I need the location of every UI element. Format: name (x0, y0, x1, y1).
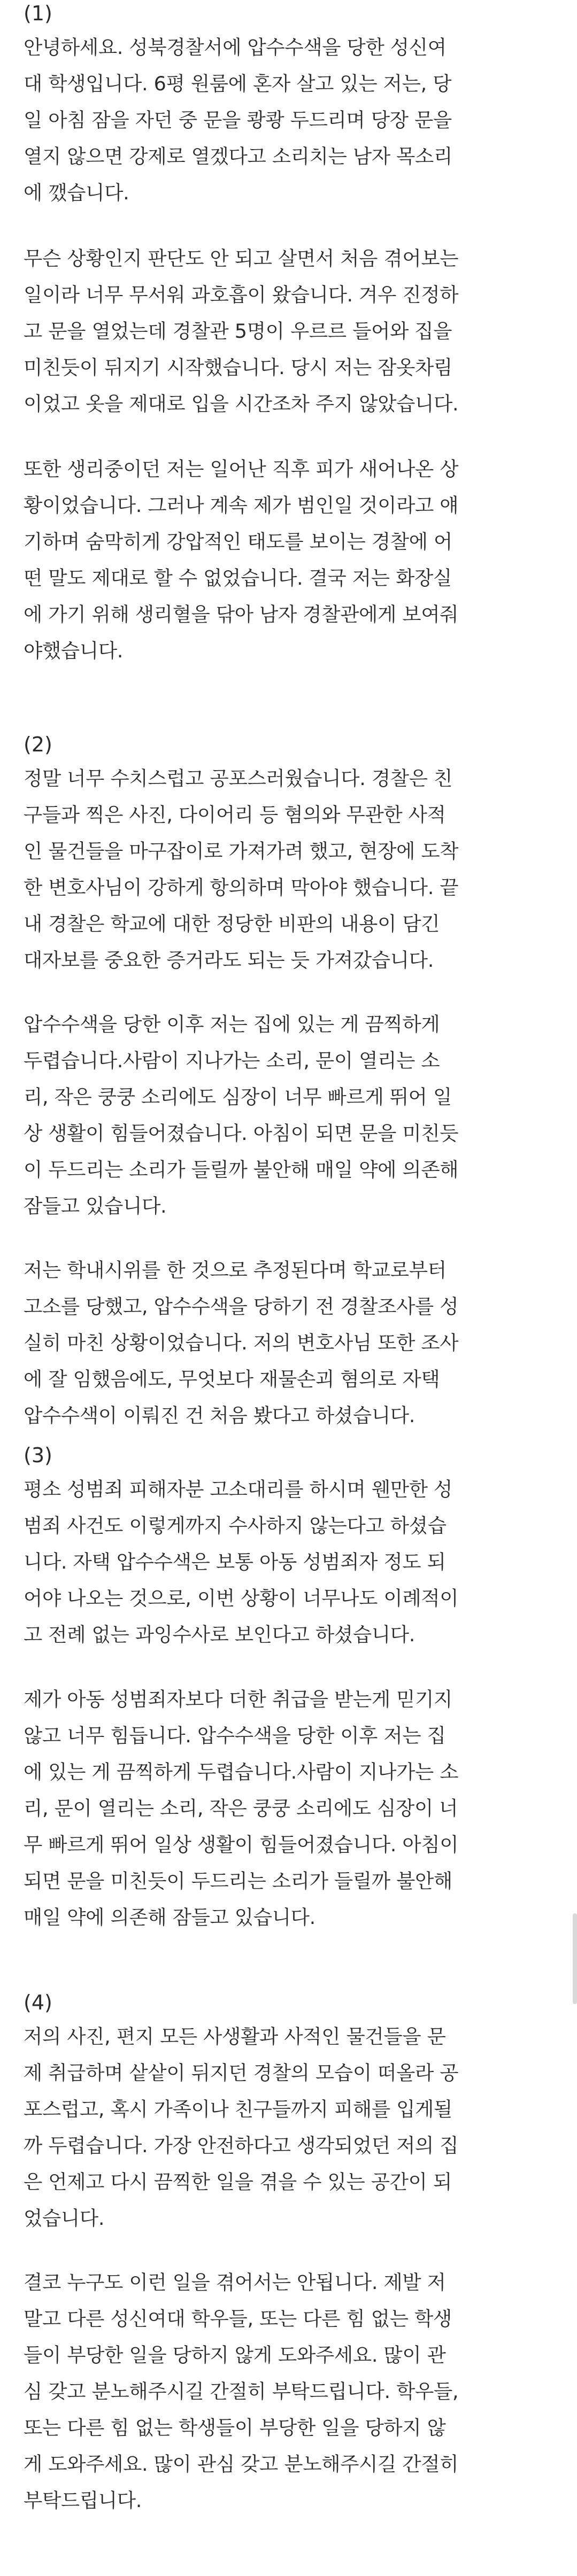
paragraph (24, 1006, 558, 1224)
paragraph (24, 1681, 558, 1936)
text-line: 대 학생입니다. 6평 원룸에 혼자 살고 있는 저는, 당 (24, 72, 452, 95)
text-line: 심 갖고 분노해주시길 간절히 부탁드립니다. 학우들, (24, 2380, 459, 2403)
text-line: 떤 말도 제대로 할 수 없었습니다. 결국 저는 화장실 (24, 567, 452, 589)
scrollbar-thumb[interactable] (573, 1913, 577, 2004)
text-line: 고 전례 없는 과잉수사로 보인다고 하셨습니다. (24, 1623, 416, 1646)
section-number: (2) (24, 733, 52, 756)
paragraph (24, 451, 558, 669)
text-line: 에 깼습니다. (24, 181, 129, 204)
text-line: 기하며 숨막히게 강압적인 태도를 보이는 경찰에 어 (24, 530, 452, 553)
text-line: 니다. 자택 압수수색은 보통 아동 성범죄자 정도 되 (24, 1550, 446, 1573)
text-line: 압수수색이 이뤄진 건 처음 봤다고 하셨습니다. (24, 1404, 416, 1427)
text-line: 안녕하세요. 성북경찰서에 압수수색을 당한 성신여 (24, 36, 447, 59)
text-line: 고소를 당했고, 압수수색을 당하기 전 경찰조사를 성 (24, 1295, 459, 1318)
text-line: 저는 학내시위를 한 것으로 추정된다며 학교로부터 (24, 1259, 447, 1282)
text-line: 리, 문이 열리는 소리, 작은 쿵쿵 소리에도 심장이 너 (24, 1797, 458, 1820)
text-line: 범죄 사건도 이렇게까지 수사하지 않는다고 하셨습 (24, 1514, 447, 1537)
text-line: 일이라 너무 무서워 과호흡이 왔습니다. 겨우 진정하 (24, 283, 459, 306)
paragraph (24, 2019, 558, 2237)
text-line: 저의 사진, 편지 모든 사생활과 사적인 물건들을 문 (24, 2025, 446, 2048)
text-line: 제 취급하며 샅샅이 뒤지던 경찰의 모습이 떠올라 공 (24, 2061, 459, 2084)
text-line: 은 언제고 다시 끔찍한 일을 겪을 수 있는 공간이 되 (24, 2170, 452, 2193)
text-line: 이었고 옷을 제대로 입을 시간조차 주지 않았습니다. (24, 392, 459, 415)
text-line: 되면 문을 미친듯이 두드리는 소리가 들릴까 불안해 (24, 1869, 452, 1892)
text-line: 정말 너무 수치스럽고 공포스러웠습니다. 경찰은 친 (24, 767, 452, 790)
text-line: 황이었습니다. 그러나 계속 제가 범인일 것이라고 얘 (24, 494, 459, 517)
text-line: 두렵습니다.사람이 지나가는 소리, 문이 열리는 소 (24, 1049, 440, 1072)
text-line: 내 경찰은 학교에 대한 정당한 비판의 내용이 담긴 (24, 912, 440, 935)
text-line: 게 도와주세요. 많이 관심 갖고 분노해주시길 간절히 (24, 2453, 459, 2476)
text-line: 부탁드립니다. (24, 2489, 142, 2512)
text-line: 에 있는 게 끔찍하게 두렵습니다.사람이 지나가는 소 (24, 1760, 459, 1783)
text-line: 들이 부당한 일을 당하지 않게 도와주세요. 많이 관 (24, 2344, 446, 2366)
text-line: 미친듯이 뒤지기 시작했습니다. 당시 저는 잠옷차림 (24, 356, 452, 379)
text-line: 포스럽고, 혹시 가족이나 친구들까지 피해를 입게될 (24, 2098, 452, 2121)
text-line: 않고 너무 힘듭니다. 압수수색을 당한 이후 저는 집 (24, 1724, 446, 1747)
text-line: 말고 다른 성신여대 학우들, 또는 다른 힘 없는 학생 (24, 2307, 452, 2330)
text-line: 었습니다. (24, 2207, 105, 2230)
text-line: 상 생활이 힘들어졌습니다. 아침이 되면 문을 미친듯 (24, 1122, 459, 1145)
paragraph (24, 1471, 558, 1653)
text-line: 실히 마친 상황이었습니다. 저의 변호사님 또한 조사 (24, 1331, 459, 1354)
text-line: 열지 않으면 강제로 열겠다고 소리치는 남자 목소리 (24, 145, 452, 168)
text-line: 구들과 찍은 사진, 다이어리 등 혐의와 무관한 사적 (24, 803, 446, 826)
text-line: 에 잘 임했음에도, 무엇보다 재물손괴 혐의로 자택 (24, 1368, 440, 1391)
text-line: 제가 아동 성범죄자보다 더한 취급을 받는게 믿기지 (24, 1688, 452, 1711)
text-line: 잠들고 있습니다. (24, 1194, 167, 1217)
text-line: 대자보를 중요한 증거라도 되는 듯 가져갔습니다. (24, 949, 434, 972)
text-line: 인 물건들을 마구잡이로 가져가려 했고, 현장에 도착 (24, 840, 459, 863)
text-line: 평소 성범죄 피해자분 고소대리를 하시며 웬만한 성 (24, 1478, 452, 1501)
text-line: 이 두드리는 소리가 들릴까 불안해 매일 약에 의존해 (24, 1158, 459, 1181)
text-line: 무슨 상황인지 판단도 안 되고 살면서 처음 겪어보는 (24, 247, 459, 270)
paragraph (24, 240, 558, 422)
paragraph (24, 2264, 558, 2519)
text-line: 결코 누구도 이런 일을 겪어서는 안됩니다. 제발 저 (24, 2271, 446, 2294)
text-line: 리, 작은 쿵쿵 소리에도 심장이 너무 빠르게 뛰어 일 (24, 1085, 452, 1108)
text-line: 한 변호사님이 강하게 항의하며 막아야 했습니다. 끝 (24, 876, 459, 899)
paragraph (24, 761, 558, 979)
paragraph (24, 29, 558, 211)
section-number: (4) (24, 1991, 52, 2014)
section-number: (1) (24, 2, 52, 25)
paragraph (24, 1252, 558, 1434)
text-line: 까 두렵습니다. 가장 안전하다고 생각되었던 저의 집 (24, 2134, 459, 2157)
text-line: 또한 생리중이던 저는 일어난 직후 피가 새어나온 상 (24, 457, 459, 480)
text-line: 야했습니다. (24, 639, 124, 662)
text-line: 매일 약에 의존해 잠들고 있습니다. (24, 1906, 316, 1929)
text-line: 에 가기 위해 생리혈을 닦아 남자 경찰관에게 보여줘 (24, 603, 459, 626)
text-line: 어야 나오는 것으로, 이번 상황이 너무나도 이례적이 (24, 1587, 459, 1610)
text-line: 일 아침 잠을 자던 중 문을 쾅쾅 두드리며 당장 문을 (24, 108, 452, 131)
section-number: (3) (24, 1444, 52, 1467)
text-line: 고 문을 열었는데 경찰관 5명이 우르르 들어와 집을 (24, 320, 452, 343)
text-line: 또는 다른 힘 없는 학생들이 부당한 일을 당하지 않 (24, 2416, 446, 2439)
text-line: 무 빠르게 뛰어 일상 생활이 힘들어졌습니다. 아침이 (24, 1833, 459, 1856)
text-line: 압수수색을 당한 이후 저는 집에 있는 게 끔찍하게 (24, 1013, 440, 1036)
